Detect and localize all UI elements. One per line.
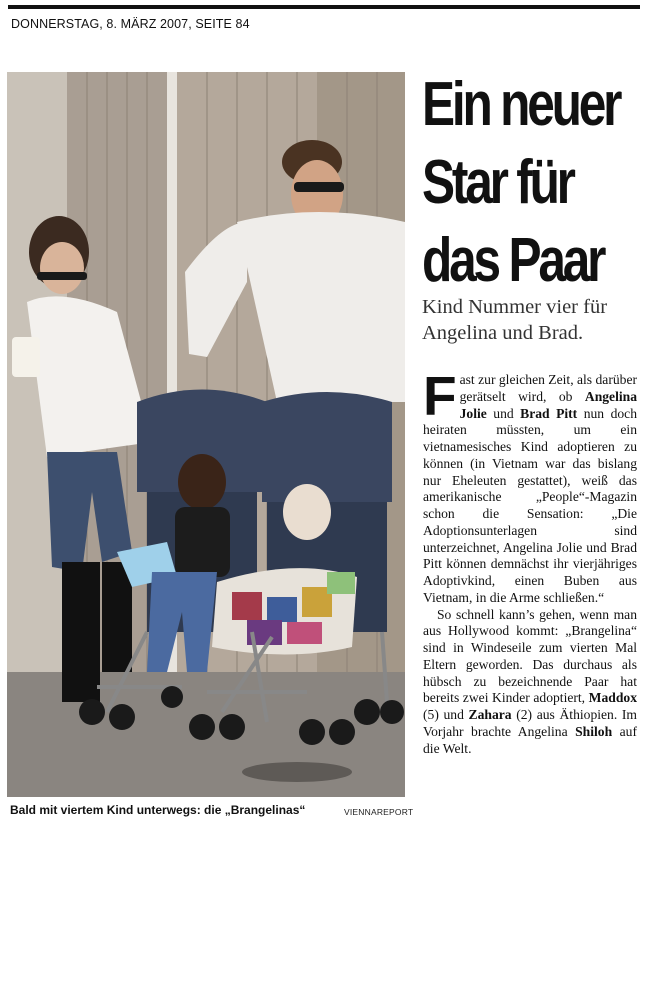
article-text: (2) aus Äthiopien. Im Vorjahr brachte Angelina — [423, 707, 637, 739]
drop-cap: F — [423, 365, 457, 427]
dateline: DONNERSTAG, 8. MÄRZ 2007, SEITE 84 — [11, 17, 250, 31]
headline-line-2: Star für — [422, 148, 573, 217]
name-angelina-jolie: Angelina Jolie — [459, 388, 637, 421]
article-text: und — [486, 405, 521, 421]
name-brad-pitt: Brad Pitt — [520, 405, 578, 421]
article-text: auf die Welt. — [423, 723, 637, 756]
name-maddox: Maddox — [588, 690, 637, 706]
photo-credit: VIENNAREPORT — [344, 807, 414, 817]
article-paragraph-2 — [423, 607, 637, 758]
name-shiloh: Shiloh — [575, 723, 613, 739]
headline-line-1: Ein neuer — [422, 70, 620, 139]
article-text: nun doch heiraten müssten, um ein vietnamesisches Kind adoptieren zu können (in Vietnam war das bislang nur Eheleuten gestattet), weiß das amerikanische „People“-Magazin schon die Sensation: „Die Adoptionsunterlagen sind unterzeichnet, Angelina Jolie und Brad Pitt können demnächst ihr vierjähriges Adoptivkind, einen Buben aus Vietnam, in die Arme schließen.“ — [423, 405, 637, 605]
headline — [422, 66, 620, 300]
article-paragraph-1 — [423, 365, 638, 607]
article-text: ast zur gleichen Zeit, als darüber gerätselt wird, ob — [459, 372, 638, 404]
subheadline: Kind Nummer vier für Angelina und Brad. — [422, 296, 608, 344]
article-text: So schnell kann’s gehen, wenn man aus Hollywood kommt: „Brangelina“ sind in Windeseile zum vierten Mal Eltern geworden. Das durchaus als hübsch zu bezeichnende Paar hat bereits zwei Kinder adoptiert, — [423, 606, 637, 706]
name-zahara: Zahara — [468, 707, 512, 722]
article-text: (5) und — [423, 707, 469, 722]
news-photo — [7, 72, 405, 797]
top-rule — [8, 5, 640, 9]
headline-line-3: das Paar — [422, 226, 604, 295]
photo-caption: Bald mit viertem Kind unterwegs: die „Brangelinas“ — [10, 803, 306, 817]
article-body — [423, 365, 638, 757]
